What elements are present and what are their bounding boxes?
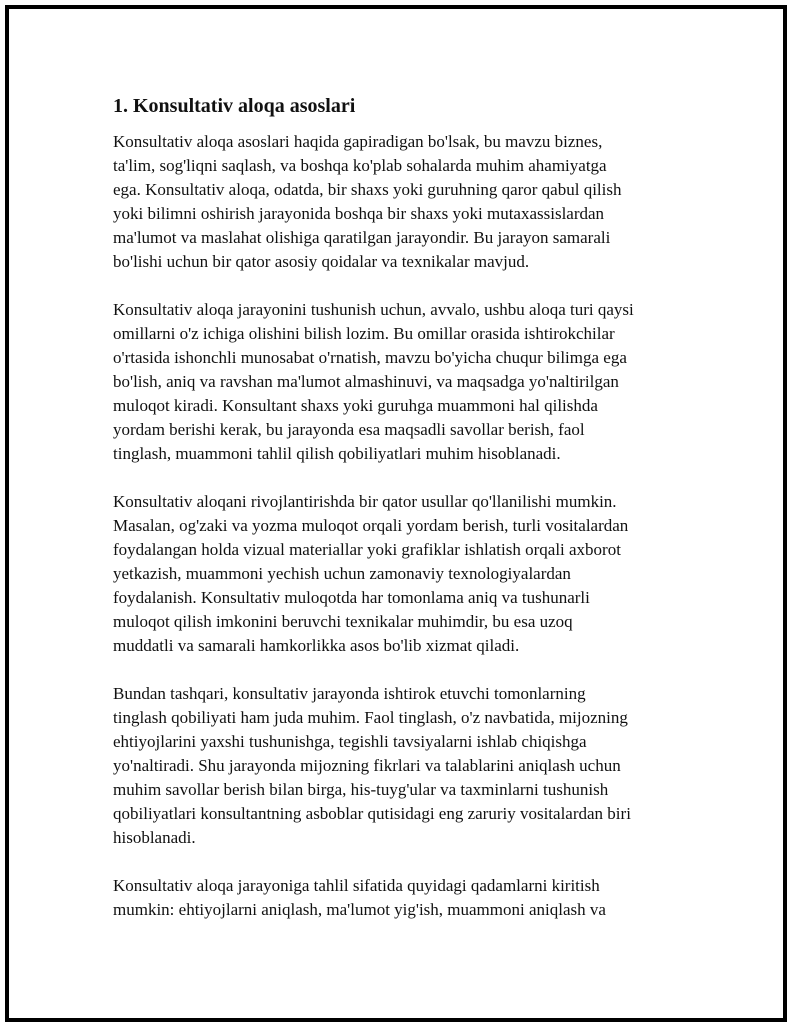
paragraph-line: mumkin: ehtiyojlarni aniqlash, ma'lumot yig'ish, muammoni aniqlash va bbox=[113, 900, 606, 919]
paragraph-line: hisoblanadi. bbox=[113, 828, 196, 847]
paragraph-line: Masalan, og'zaki va yozma muloqot orqali yordam berish, turli vositalardan bbox=[113, 516, 629, 535]
paragraph-line: yetkazish, muammoni yechish uchun zamonaviy texnologiyalardan bbox=[113, 564, 571, 583]
paragraph-line: o'rtasida ishonchli munosabat o'rnatish, mavzu bo'yicha chuqur bilimga ega bbox=[113, 348, 627, 367]
paragraph-line: yordam berishi kerak, bu jarayonda esa maqsadli savollar berish, faol bbox=[113, 420, 585, 439]
paragraph-line: ma'lumot va maslahat olishiga qaratilgan jarayondir. Bu jarayon samarali bbox=[113, 228, 611, 247]
body-paragraph bbox=[113, 874, 693, 922]
paragraph-line: qobiliyatlari konsultantning asboblar qutisidagi eng zaruriy vositalardan biri bbox=[113, 804, 631, 823]
paragraph-line: Konsultativ aloqani rivojlantirishda bir qator usullar qo'llanilishi mumkin. bbox=[113, 492, 617, 511]
paragraph-line: muddatli va samarali hamkorlikka asos bo'lib xizmat qiladi. bbox=[113, 636, 520, 655]
body-paragraph bbox=[113, 298, 693, 466]
paragraph-line: ehtiyojlarini yaxshi tushunishga, tegishli tavsiyalarni ishlab chiqishga bbox=[113, 732, 587, 751]
paragraph-line: omillarni o'z ichiga olishini bilish lozim. Bu omillar orasida ishtirokchilar bbox=[113, 324, 615, 343]
paragraph-line: tinglash qobiliyati ham juda muhim. Faol tinglash, o'z navbatida, mijozning bbox=[113, 708, 628, 727]
paragraph-line: muhim savollar berish bilan birga, his-tuyg'ular va taxminlarni tushunish bbox=[113, 780, 609, 799]
body-paragraph bbox=[113, 682, 693, 850]
paragraph-line: yoki bilimni oshirish jarayonida boshqa bir shaxs yoki mutaxassislardan bbox=[113, 204, 605, 223]
paragraph-line: Konsultativ aloqa jarayoniga tahlil sifatida quyidagi qadamlarni kiritish bbox=[113, 876, 600, 895]
paragraph-line: yo'naltiradi. Shu jarayonda mijozning fikrlari va talablarini aniqlash uchun bbox=[113, 756, 621, 775]
body-paragraph bbox=[113, 130, 693, 274]
paragraph-line: ta'lim, sog'liqni saqlash, va boshqa ko'plab sohalarda muhim ahamiyatga bbox=[113, 156, 607, 175]
paragraph-line: ega. Konsultativ aloqa, odatda, bir shaxs yoki guruhning qaror qabul qilish bbox=[113, 180, 622, 199]
paragraph-line: bo'lish, aniq va ravshan ma'lumot almashinuvi, va maqsadga yo'naltirilgan bbox=[113, 372, 619, 391]
paragraph-line: muloqot qilish imkonini beruvchi texnikalar muhimdir, bu esa uzoq bbox=[113, 612, 573, 631]
document-body bbox=[113, 92, 693, 946]
paragraph-line: foydalanish. Konsultativ muloqotda har tomonlama aniq va tushunarli bbox=[113, 588, 590, 607]
paragraph-line: Konsultativ aloqa jarayonini tushunish uchun, avvalo, ushbu aloqa turi qaysi bbox=[113, 300, 634, 319]
body-paragraph bbox=[113, 490, 693, 658]
paragraph-line: Bundan tashqari, konsultativ jarayonda ishtirok etuvchi tomonlarning bbox=[113, 684, 586, 703]
paragraph-line: bo'lishi uchun bir qator asosiy qoidalar va texnikalar mavjud. bbox=[113, 252, 530, 271]
paragraph-line: Konsultativ aloqa asoslari haqida gapiradigan bo'lsak, bu mavzu biznes, bbox=[113, 132, 603, 151]
paragraph-line: muloqot kiradi. Konsultant shaxs yoki guruhga muammoni hal qilishda bbox=[113, 396, 598, 415]
paragraph-line: tinglash, muammoni tahlil qilish qobiliyatlari muhim hisoblanadi. bbox=[113, 444, 561, 463]
paragraph-list bbox=[113, 130, 693, 922]
paragraph-line: foydalangan holda vizual materiallar yoki grafiklar ishlatish orqali axborot bbox=[113, 540, 621, 559]
section-heading: 1. Konsultativ aloqa asoslari bbox=[113, 95, 356, 117]
